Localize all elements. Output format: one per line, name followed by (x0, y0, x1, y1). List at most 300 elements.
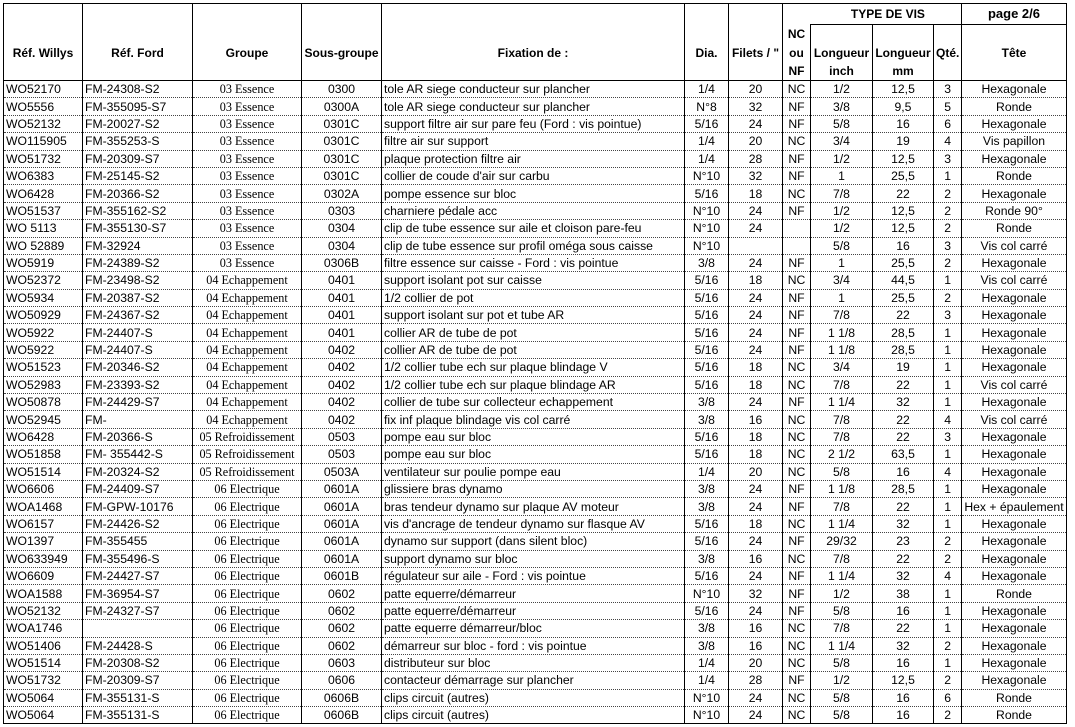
sous-groupe-cell: 0602 (302, 585, 382, 602)
longueur-inch-cell: 1 (811, 289, 873, 306)
sous-groupe-cell: 0306B (302, 254, 382, 271)
qte-cell: 1 (934, 515, 962, 532)
groupe-cell: 03 Essence (193, 254, 302, 271)
sous-groupe-cell: 0300 (302, 81, 382, 98)
longueur-inch-cell: 5/8 (811, 707, 873, 724)
filets-cell: 24 (729, 707, 783, 724)
tete-cell: Ronde (962, 220, 1066, 237)
dia-cell: 5/16 (685, 376, 729, 393)
longueur-mm-cell: 16 (873, 654, 934, 671)
sous-groupe-cell: 0402 (302, 359, 382, 376)
table-row (4, 637, 1067, 654)
dia-cell: 3/8 (685, 480, 729, 497)
table-row (4, 81, 1067, 98)
qte-cell: 2 (934, 202, 962, 219)
tete-cell: Hexagonale (962, 567, 1066, 584)
tete-cell: Hexagonale (962, 672, 1066, 689)
nc-nf-cell: NC (783, 637, 811, 654)
dia-cell: 3/8 (685, 394, 729, 411)
longueur-inch-cell: 7/8 (811, 620, 873, 637)
qte-cell: 1 (934, 620, 962, 637)
longueur-inch-cell: 1 (811, 167, 873, 184)
longueur-inch-cell: 1/2 (811, 202, 873, 219)
ref-ford-cell: FM-24308-S2 (83, 81, 193, 98)
longueur-mm-cell: 25,5 (873, 289, 934, 306)
groupe-cell: 05 Refroidissement (193, 463, 302, 480)
dia-cell: 5/16 (685, 446, 729, 463)
qte-cell: 4 (934, 463, 962, 480)
longueur-mm-cell: 12,5 (873, 202, 934, 219)
col-fixation: Fixation de : (382, 44, 685, 62)
tete-cell: Vis col carré (962, 272, 1066, 289)
dia-cell: 3/8 (685, 254, 729, 271)
filets-cell: 24 (729, 533, 783, 550)
ref-ford-cell: FM-24409-S7 (83, 480, 193, 497)
dia-cell: 5/16 (685, 272, 729, 289)
col-qte: Qté. (934, 44, 962, 62)
groupe-cell: 04 Echappement (193, 376, 302, 393)
nc-nf-cell: NC (783, 185, 811, 202)
ref-willys-cell: WO50929 (4, 307, 83, 324)
tete-cell: Hexagonale (962, 115, 1066, 132)
nc-nf-cell: NF (783, 98, 811, 115)
longueur-inch-cell: 1 1/4 (811, 515, 873, 532)
groupe-cell: 06 Electrique (193, 515, 302, 532)
ref-willys-cell: WOA1588 (4, 585, 83, 602)
sous-groupe-cell: 0503A (302, 463, 382, 480)
header-row-3 (4, 44, 1067, 62)
sous-groupe-cell: 0402 (302, 394, 382, 411)
filets-cell: 24 (729, 220, 783, 237)
filets-cell: 20 (729, 81, 783, 98)
table-row (4, 411, 1067, 428)
sous-groupe-cell: 0304 (302, 237, 382, 254)
col-longueur-mm: Longueur (873, 44, 934, 62)
filets-cell: 28 (729, 672, 783, 689)
filets-cell: 18 (729, 428, 783, 445)
longueur-inch-cell: 7/8 (811, 185, 873, 202)
fixation-cell: bras tendeur dynamo sur plaque AV moteur (382, 498, 685, 515)
groupe-cell: 04 Echappement (193, 324, 302, 341)
groupe-cell: 03 Essence (193, 185, 302, 202)
nc-nf-cell: NF (783, 324, 811, 341)
qte-cell: 3 (934, 81, 962, 98)
fixation-cell: filtre air sur support (382, 133, 685, 150)
qte-cell: 5 (934, 98, 962, 115)
groupe-cell: 03 Essence (193, 150, 302, 167)
longueur-mm-cell: 22 (873, 185, 934, 202)
groupe-cell: 06 Electrique (193, 602, 302, 619)
qte-cell: 2 (934, 220, 962, 237)
col-ref-willys: Réf. Willys (4, 44, 83, 62)
fixation-cell: vis d'ancrage de tendeur dynamo sur flasque AV (382, 515, 685, 532)
sous-groupe-cell: 0402 (302, 376, 382, 393)
nc-nf-cell: NF (783, 602, 811, 619)
filets-cell: 18 (729, 359, 783, 376)
filets-cell: 28 (729, 150, 783, 167)
nc-nf-cell: NF (783, 394, 811, 411)
sous-groupe-cell: 0606B (302, 689, 382, 706)
dia-cell: N°10 (685, 202, 729, 219)
sous-groupe-cell: 0602 (302, 620, 382, 637)
longueur-mm-cell: 16 (873, 689, 934, 706)
longueur-mm-cell: 16 (873, 463, 934, 480)
longueur-mm-cell: 22 (873, 307, 934, 324)
longueur-inch-cell: 5/8 (811, 115, 873, 132)
fixation-cell: régulateur sur aile - Ford : vis pointue (382, 567, 685, 584)
col-nc-line3: NF (783, 62, 811, 81)
fixation-cell: dynamo sur support (dans silent bloc) (382, 533, 685, 550)
qte-cell: 2 (934, 289, 962, 306)
fixation-cell: clips circuit (autres) (382, 689, 685, 706)
qte-cell: 4 (934, 133, 962, 150)
longueur-mm-cell: 63,5 (873, 446, 934, 463)
filets-cell: 24 (729, 202, 783, 219)
fixation-cell: support isolant sur pot et tube AR (382, 307, 685, 324)
groupe-cell: 03 Essence (193, 202, 302, 219)
dia-cell: N°10 (685, 707, 729, 724)
ref-ford-cell: FM-24389-S2 (83, 254, 193, 271)
dia-cell: 5/16 (685, 307, 729, 324)
longueur-inch-cell: 7/8 (811, 307, 873, 324)
fixation-cell: filtre essence sur caisse - Ford : vis pointue (382, 254, 685, 271)
table-row (4, 150, 1067, 167)
groupe-cell: 06 Electrique (193, 567, 302, 584)
nc-nf-cell: NF (783, 567, 811, 584)
nc-nf-cell: NF (783, 533, 811, 550)
longueur-mm-cell: 16 (873, 602, 934, 619)
fixation-cell: charniere pédale acc (382, 202, 685, 219)
nc-nf-cell: NF (783, 115, 811, 132)
table-row (4, 359, 1067, 376)
groupe-cell: 06 Electrique (193, 480, 302, 497)
ref-ford-cell: FM-355130-S7 (83, 220, 193, 237)
filets-cell: 24 (729, 567, 783, 584)
ref-ford-cell: FM-32924 (83, 237, 193, 254)
qte-cell: 6 (934, 115, 962, 132)
dia-cell: 3/8 (685, 411, 729, 428)
ref-ford-cell: FM-355131-S (83, 689, 193, 706)
fixation-cell: ventilateur sur poulie pompe eau (382, 463, 685, 480)
qte-cell: 1 (934, 480, 962, 497)
ref-willys-cell: WO51858 (4, 446, 83, 463)
dia-cell: 1/4 (685, 133, 729, 150)
sous-groupe-cell: 0606B (302, 707, 382, 724)
ref-ford-cell: FM-355162-S2 (83, 202, 193, 219)
longueur-mm-cell: 12,5 (873, 81, 934, 98)
longueur-inch-cell: 7/8 (811, 411, 873, 428)
nc-nf-cell: NC (783, 620, 811, 637)
col-groupe: Groupe (193, 44, 302, 62)
dia-cell: N°10 (685, 220, 729, 237)
tete-cell: Hexagonale (962, 550, 1066, 567)
table-row (4, 133, 1067, 150)
nc-nf-cell: NF (783, 150, 811, 167)
ref-ford-cell: FM-20309-S7 (83, 150, 193, 167)
fixation-cell: démarreur sur bloc - ford : vis pointue (382, 637, 685, 654)
groupe-cell: 04 Echappement (193, 289, 302, 306)
longueur-mm-cell: 22 (873, 411, 934, 428)
ref-willys-cell: WO5064 (4, 707, 83, 724)
qte-cell: 1 (934, 376, 962, 393)
tete-cell: Hexagonale (962, 324, 1066, 341)
longueur-mm-cell: 19 (873, 359, 934, 376)
qte-cell: 4 (934, 411, 962, 428)
filets-cell: 24 (729, 289, 783, 306)
fixation-cell: tole AR siege conducteur sur plancher (382, 81, 685, 98)
ref-willys-cell: WO5922 (4, 341, 83, 358)
nc-nf-cell: NF (783, 289, 811, 306)
fixation-cell: support isolant pot sur caisse (382, 272, 685, 289)
tete-cell: Ronde (962, 167, 1066, 184)
tete-cell: Vis papillon (962, 133, 1066, 150)
longueur-inch-cell: 3/4 (811, 359, 873, 376)
ref-ford-cell: FM-20366-S (83, 428, 193, 445)
longueur-mm-cell: 22 (873, 498, 934, 515)
qte-cell: 3 (934, 307, 962, 324)
longueur-inch-cell: 7/8 (811, 428, 873, 445)
sous-groupe-cell: 0601A (302, 533, 382, 550)
ref-willys-cell: WO6609 (4, 567, 83, 584)
ref-ford-cell: FM-24367-S2 (83, 307, 193, 324)
filets-cell: 16 (729, 637, 783, 654)
ref-ford-cell: FM-20346-S2 (83, 359, 193, 376)
longueur-mm-cell: 44,5 (873, 272, 934, 289)
groupe-cell: 04 Echappement (193, 341, 302, 358)
filets-cell: 16 (729, 411, 783, 428)
dia-cell: 5/16 (685, 324, 729, 341)
tete-cell: Hexagonale (962, 254, 1066, 271)
col-tete: Tête (962, 44, 1066, 62)
tete-cell: Hexagonale (962, 359, 1066, 376)
fixation-cell: contacteur démarrage sur plancher (382, 672, 685, 689)
groupe-cell: 06 Electrique (193, 654, 302, 671)
groupe-cell: 03 Essence (193, 133, 302, 150)
table-row (4, 185, 1067, 202)
groupe-cell: 06 Electrique (193, 637, 302, 654)
ref-ford-cell: FM-20027-S2 (83, 115, 193, 132)
longueur-inch-cell: 7/8 (811, 550, 873, 567)
table-row (4, 98, 1067, 115)
sous-groupe-cell: 0301C (302, 150, 382, 167)
tete-cell: Hexagonale (962, 533, 1066, 550)
fixation-cell: pompe essence sur bloc (382, 185, 685, 202)
sous-groupe-cell: 0601A (302, 550, 382, 567)
filets-cell (729, 237, 783, 254)
longueur-inch-cell: 29/32 (811, 533, 873, 550)
ref-ford-cell: FM-24426-S2 (83, 515, 193, 532)
qte-cell: 2 (934, 672, 962, 689)
tete-cell: Ronde 90° (962, 202, 1066, 219)
sous-groupe-cell: 0301C (302, 115, 382, 132)
filets-cell: 18 (729, 446, 783, 463)
table-row (4, 324, 1067, 341)
groupe-cell: 06 Electrique (193, 689, 302, 706)
table-row (4, 480, 1067, 497)
longueur-mm-cell: 32 (873, 567, 934, 584)
sous-groupe-cell: 0606 (302, 672, 382, 689)
nc-nf-cell: NC (783, 359, 811, 376)
qte-cell: 1 (934, 394, 962, 411)
ref-ford-cell: FM-23393-S2 (83, 376, 193, 393)
longueur-inch-cell: 5/8 (811, 689, 873, 706)
longueur-inch-cell: 1/2 (811, 150, 873, 167)
tete-cell: Vis col carré (962, 376, 1066, 393)
dia-cell: N°10 (685, 237, 729, 254)
fixation-cell: 1/2 collier de pot (382, 289, 685, 306)
tete-cell: Hexagonale (962, 428, 1066, 445)
tete-cell: Hexagonale (962, 463, 1066, 480)
sous-groupe-cell: 0300A (302, 98, 382, 115)
ref-ford-cell: FM-24407-S (83, 341, 193, 358)
filets-cell: 20 (729, 133, 783, 150)
longueur-mm-cell: 38 (873, 585, 934, 602)
screw-spec-table (3, 3, 1067, 724)
table-row (4, 341, 1067, 358)
qte-cell: 1 (934, 359, 962, 376)
nc-nf-cell (783, 220, 811, 237)
dia-cell: 1/4 (685, 81, 729, 98)
filets-cell: 24 (729, 115, 783, 132)
longueur-inch-cell: 5/8 (811, 602, 873, 619)
longueur-inch-cell: 3/8 (811, 98, 873, 115)
longueur-inch-cell: 5/8 (811, 463, 873, 480)
table-row (4, 515, 1067, 532)
table-row (4, 498, 1067, 515)
longueur-mm-cell: 12,5 (873, 220, 934, 237)
qte-cell: 1 (934, 654, 962, 671)
tete-cell: Vis col carré (962, 411, 1066, 428)
tete-cell: Hexagonale (962, 307, 1066, 324)
ref-willys-cell: WO5919 (4, 254, 83, 271)
ref-ford-cell: FM-24327-S7 (83, 602, 193, 619)
groupe-cell: 05 Refroidissement (193, 428, 302, 445)
ref-willys-cell: WO5064 (4, 689, 83, 706)
table-row (4, 620, 1067, 637)
table-row (4, 463, 1067, 480)
qte-cell: 2 (934, 185, 962, 202)
qte-cell: 3 (934, 428, 962, 445)
fixation-cell: patte equerre/démarreur (382, 585, 685, 602)
tete-cell: Hexagonale (962, 185, 1066, 202)
nc-nf-cell: NC (783, 463, 811, 480)
tete-cell: Hexagonale (962, 654, 1066, 671)
longueur-inch-cell: 2 1/2 (811, 446, 873, 463)
ref-ford-cell: FM- (83, 411, 193, 428)
tete-cell: Hexagonale (962, 602, 1066, 619)
table-row (4, 376, 1067, 393)
ref-ford-cell: FM-355496-S (83, 550, 193, 567)
sous-groupe-cell: 0503 (302, 446, 382, 463)
table-row (4, 307, 1067, 324)
nc-nf-cell (783, 237, 811, 254)
tete-cell: Hexagonale (962, 150, 1066, 167)
qte-cell: 1 (934, 167, 962, 184)
tete-cell: Hexagonale (962, 394, 1066, 411)
col-longueur-mm-unit: mm (873, 62, 934, 81)
ref-willys-cell: WOA1468 (4, 498, 83, 515)
filets-cell: 24 (729, 254, 783, 271)
dia-cell: N°10 (685, 689, 729, 706)
ref-willys-cell: WO5934 (4, 289, 83, 306)
tete-cell: Hexagonale (962, 480, 1066, 497)
fixation-cell: collier de tube sur collecteur echappement (382, 394, 685, 411)
col-ref-ford: Réf. Ford (83, 44, 193, 62)
longueur-mm-cell: 16 (873, 707, 934, 724)
longueur-inch-cell: 7/8 (811, 376, 873, 393)
sous-groupe-cell: 0401 (302, 272, 382, 289)
longueur-mm-cell: 16 (873, 237, 934, 254)
qte-cell: 2 (934, 707, 962, 724)
filets-cell: 20 (729, 654, 783, 671)
header-row-4 (4, 62, 1067, 81)
dia-cell: 5/16 (685, 359, 729, 376)
qte-cell: 1 (934, 324, 962, 341)
sous-groupe-cell: 0401 (302, 307, 382, 324)
longueur-mm-cell: 32 (873, 637, 934, 654)
sous-groupe-cell: 0601A (302, 480, 382, 497)
table-row (4, 533, 1067, 550)
longueur-inch-cell: 3/4 (811, 272, 873, 289)
groupe-cell: 06 Electrique (193, 672, 302, 689)
groupe-cell: 04 Echappement (193, 394, 302, 411)
table-row (4, 167, 1067, 184)
longueur-mm-cell: 12,5 (873, 150, 934, 167)
fixation-cell: patte equerre démarreur/bloc (382, 620, 685, 637)
nc-nf-cell: NC (783, 411, 811, 428)
sous-groupe-cell: 0402 (302, 411, 382, 428)
ref-ford-cell: FM-20366-S2 (83, 185, 193, 202)
ref-ford-cell: FM-20309-S7 (83, 672, 193, 689)
ref-ford-cell: FM-355253-S (83, 133, 193, 150)
longueur-inch-cell: 5/8 (811, 654, 873, 671)
filets-cell: 24 (729, 498, 783, 515)
fixation-cell: support dynamo sur bloc (382, 550, 685, 567)
ref-ford-cell: FM-23498-S2 (83, 272, 193, 289)
groupe-cell: 04 Echappement (193, 272, 302, 289)
longueur-inch-cell: 1 1/4 (811, 567, 873, 584)
filets-cell: 24 (729, 307, 783, 324)
sous-groupe-cell: 0503 (302, 428, 382, 445)
ref-ford-cell: FM-24429-S7 (83, 394, 193, 411)
groupe-cell: 06 Electrique (193, 707, 302, 724)
groupe-cell: 03 Essence (193, 81, 302, 98)
ref-willys-cell: WO5556 (4, 98, 83, 115)
tete-cell: Hexagonale (962, 620, 1066, 637)
fixation-cell: 1/2 collier tube ech sur plaque blindage AR (382, 376, 685, 393)
table-row (4, 446, 1067, 463)
fixation-cell: support filtre air sur pare feu (Ford : vis pointue) (382, 115, 685, 132)
nc-nf-cell: NF (783, 672, 811, 689)
ref-willys-cell: WO633949 (4, 550, 83, 567)
longueur-inch-cell: 3/4 (811, 133, 873, 150)
ref-willys-cell: WO51514 (4, 463, 83, 480)
filets-cell: 16 (729, 550, 783, 567)
col-sous-groupe: Sous-groupe (302, 44, 382, 62)
tete-cell: Vis col carré (962, 237, 1066, 254)
ref-ford-cell: FM-355455 (83, 533, 193, 550)
sous-groupe-cell: 0601A (302, 515, 382, 532)
tete-cell: Hex + épaulement (962, 498, 1066, 515)
header-row-1 (4, 4, 1067, 25)
dia-cell: 3/8 (685, 620, 729, 637)
sous-groupe-cell: 0401 (302, 289, 382, 306)
fixation-cell: collier de coude d'air sur carbu (382, 167, 685, 184)
table-row (4, 220, 1067, 237)
qte-cell: 1 (934, 341, 962, 358)
nc-nf-cell: NC (783, 272, 811, 289)
ref-willys-cell: WOA1746 (4, 620, 83, 637)
